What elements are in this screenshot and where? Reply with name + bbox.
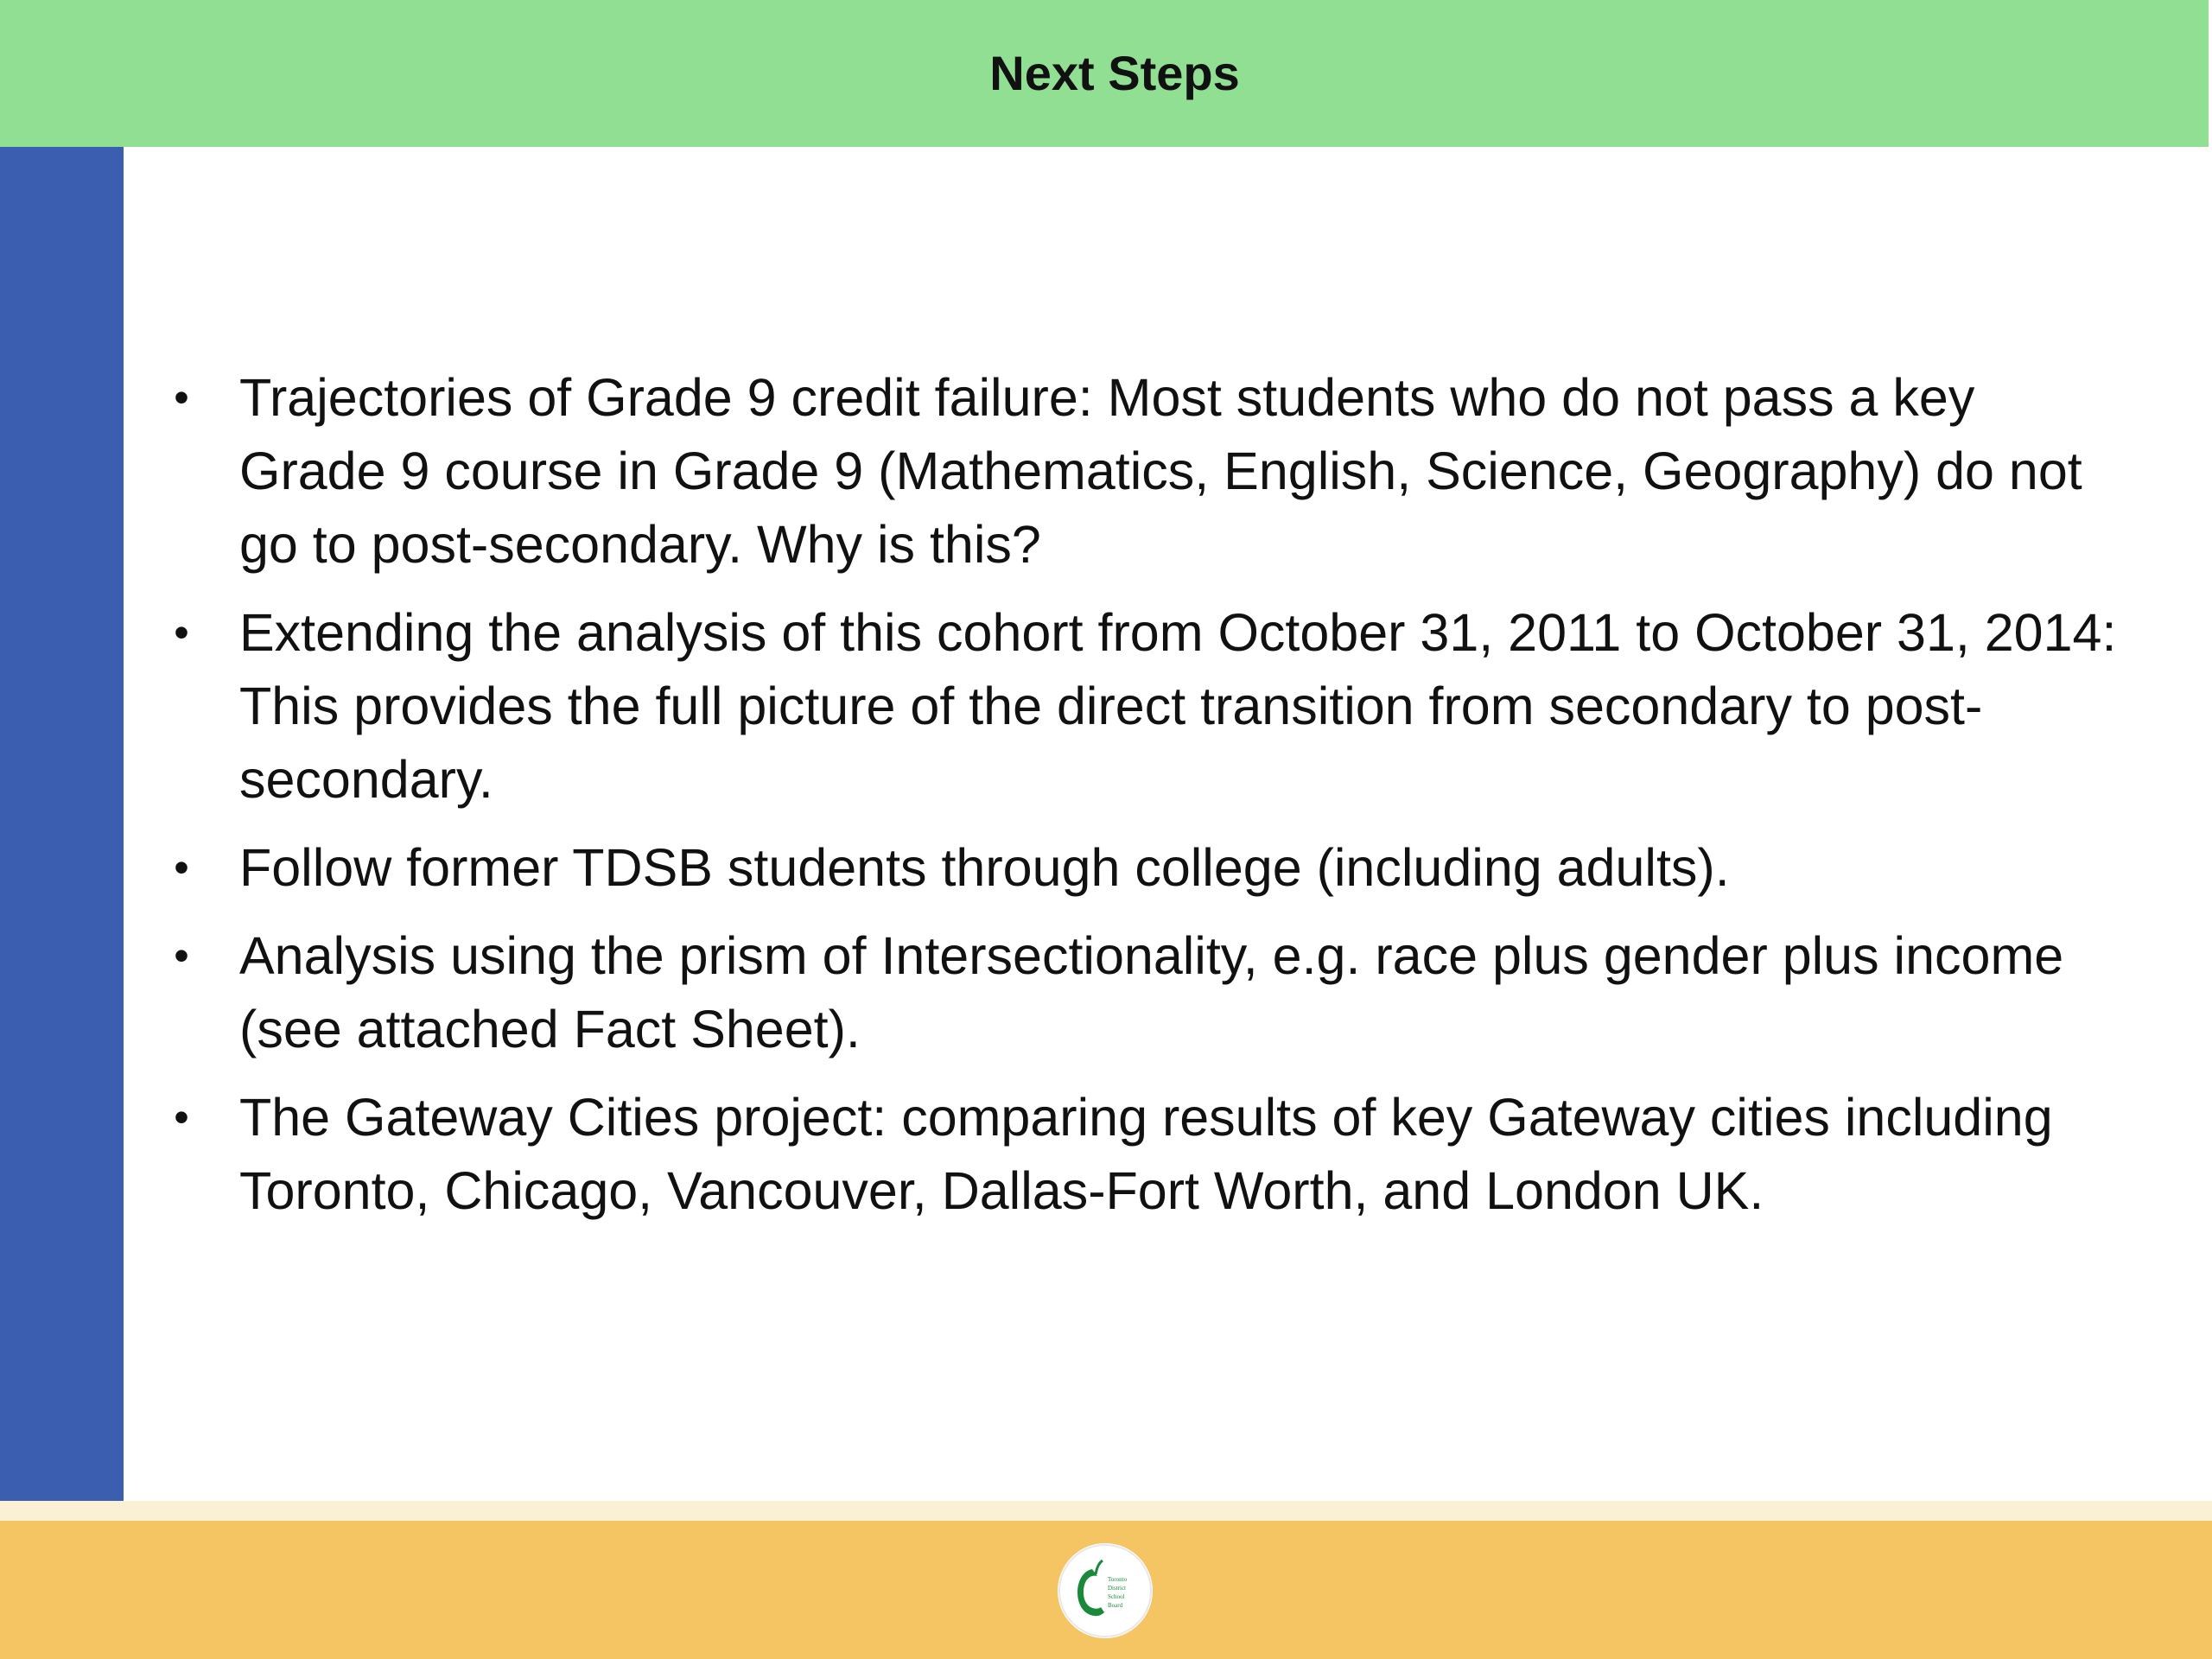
logo-text-line: School (1108, 1593, 1125, 1600)
slide-content (168, 361, 2121, 1243)
slide-title: Next Steps (989, 46, 1240, 100)
logo-text-line: District (1108, 1585, 1126, 1592)
bullet-item (168, 831, 2121, 905)
logo-text-line: Toronto (1108, 1576, 1128, 1583)
bullet-icon: • (174, 608, 189, 657)
bullet-icon: • (174, 843, 189, 892)
bullet-text: Trajectories of Grade 9 credit failure: Most students who do not pass a key Grade 9 course in Grade 9 (Mathematics, English, Science, Geography) do not go to post-secondary. Why is this? (239, 368, 2082, 574)
bullet-item (168, 596, 2121, 817)
tdsb-apple-logo-icon (1058, 1543, 1153, 1638)
side-accent-bar (0, 147, 124, 1501)
tdsb-logo-icon (1058, 1543, 1153, 1638)
bullet-text: The Gateway Cities project: comparing results of key Gateway cities including Toronto, Chicago, Vancouver, Dallas-Fort Worth, and London UK. (239, 1088, 2053, 1220)
bullet-text: Extending the analysis of this cohort from October 31, 2011 to October 31, 2014: This provides the full picture of the direct transition from secondary to post-secondary. (239, 603, 2117, 809)
bullet-text: Follow former TDSB students through college (including adults). (239, 838, 1730, 897)
bullet-item (168, 919, 2121, 1066)
bullet-icon: • (174, 931, 189, 980)
logo-text-line: Board (1108, 1602, 1123, 1609)
footer-highlight-band (0, 1501, 2212, 1521)
bullet-text: Analysis using the prism of Intersectionality, e.g. race plus gender plus income (see attached Fact Sheet). (239, 926, 2064, 1058)
bullet-list (168, 361, 2121, 1228)
bullet-item (168, 361, 2121, 582)
bullet-icon: • (174, 373, 189, 422)
bullet-icon: • (174, 1093, 189, 1141)
bullet-item (168, 1081, 2121, 1228)
